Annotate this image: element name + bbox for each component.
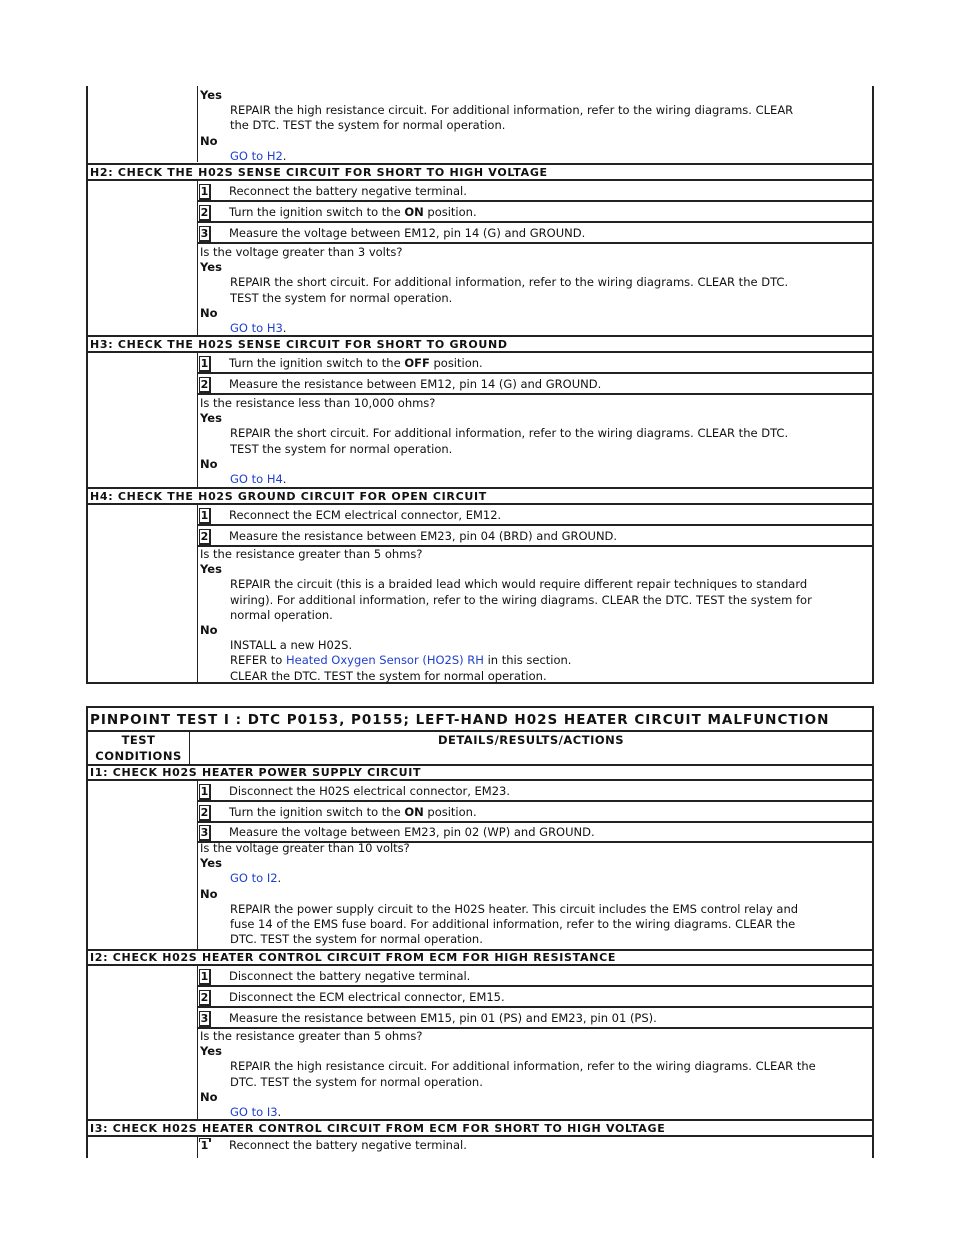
- pinpoint-test-h-table: [86, 86, 874, 684]
- i2-heading: I2: CHECK H02S HEATER CONTROL CIRCUIT FROM ECM FOR HIGH RESISTANCE: [90, 951, 617, 964]
- no-label: No: [200, 305, 218, 320]
- divider: [88, 1119, 872, 1121]
- yes-text: the DTC. TEST the system for normal operation.: [230, 118, 506, 133]
- step-number: 1: [199, 1138, 211, 1142]
- pinpoint-test-i-table: [86, 706, 874, 1158]
- question-text: Is the voltage greater than 10 volts?: [200, 841, 410, 855]
- period: .: [282, 148, 287, 163]
- yes-text: REPAIR the circuit (this is a braided lead which would require different repair techniques to standard: [230, 577, 808, 592]
- no-label: No: [200, 1089, 218, 1104]
- step-text: Disconnect the ECM electrical connector, EM15.: [229, 990, 505, 1004]
- i1-step-2: [198, 803, 872, 820]
- divider: [88, 1135, 872, 1137]
- i1-result-block: Is the voltage greater than 10 volts? Yes GO to I2. No REPAIR the power supply circuit to the H02S heater. This circuit includes the EMS control relay and fuse 14 of the EMS fuse board. For additional information, refer to the wiring diagrams. CLEAR the DTC. TEST the system for normal operation.: [200, 841, 868, 947]
- divider: [88, 335, 872, 337]
- no-text: REPAIR the power supply circuit to the H02S heater. This circuit includes the EMS control relay and: [230, 901, 799, 916]
- yes-text: TEST the system for normal operation.: [230, 441, 453, 456]
- question-text: Is the resistance greater than 5 ohms?: [200, 547, 423, 561]
- yes-label: Yes: [200, 562, 222, 577]
- no-label: No: [200, 456, 218, 471]
- go-to-h4-link[interactable]: GO to H4: [230, 472, 283, 487]
- yes-text: REPAIR the short circuit. For additional information, refer to the wiring diagrams. CLEAR the DTC.: [230, 275, 789, 290]
- i1-step-1: [198, 782, 872, 799]
- h2-step-3: [198, 224, 872, 241]
- yes-text: REPAIR the short circuit. For additional information, refer to the wiring diagrams. CLEAR the DTC.: [230, 426, 789, 441]
- yes-text: DTC. TEST the system for normal operation.: [230, 1074, 483, 1089]
- h2-step-1: [198, 182, 872, 199]
- step-text: Turn the ignition switch to the OFF position.: [229, 356, 483, 370]
- yes-label: Yes: [200, 1044, 222, 1059]
- no-text: INSTALL a new H02S.: [230, 638, 353, 653]
- step-number: 1: [199, 508, 211, 524]
- h3-heading: H3: CHECK THE H02S SENSE CIRCUIT FOR SHORT TO GROUND: [90, 338, 508, 351]
- pinpoint-test-title: PINPOINT TEST I : DTC P0153, P0155; LEFT-HAND H02S HEATER CIRCUIT MALFUNCTION: [90, 712, 830, 728]
- column-divider: [197, 86, 198, 162]
- i3-step-1: [198, 1138, 872, 1155]
- no-label: No: [200, 133, 218, 148]
- h4-result-block: Is the resistance greater than 5 ohms? Yes REPAIR the circuit (this is a braided lead which would require different repair techniques to standard wiring). For additional information, refer to the wiring diagrams. CLEAR the DTC. TEST the system for normal operation. No INSTALL a new H02S. REFER to Heated Oxygen Sensor (HO2S) RH in this section. CLEAR the DTC. TEST the system for normal operation.: [200, 547, 868, 684]
- step-text: Measure the resistance between EM12, pin 14 (G) and GROUND.: [229, 377, 602, 391]
- step-number: 2: [199, 529, 211, 545]
- divider: [88, 779, 872, 781]
- step-number: 2: [199, 990, 211, 1006]
- go-to-i2-link[interactable]: GO to I2: [230, 871, 278, 886]
- i3-heading: I3: CHECK H02S HEATER CONTROL CIRCUIT FROM ECM FOR SHORT TO HIGH VOLTAGE: [90, 1122, 666, 1135]
- h4-step-1: [198, 506, 872, 523]
- yes-text: TEST the system for normal operation.: [230, 290, 453, 305]
- step-text: Measure the resistance between EM23, pin 04 (BRD) and GROUND.: [229, 529, 618, 543]
- step-text: Disconnect the H02S electrical connector, EM23.: [229, 784, 511, 798]
- yes-text: REPAIR the high resistance circuit. For additional information, refer to the wiring diagrams. CLEAR the: [230, 1059, 816, 1074]
- h3-result-block: Is the resistance less than 10,000 ohms? Yes REPAIR the short circuit. For additional information, refer to the wiring diagrams. CLEAR the DTC. TEST the system for normal operation. No GO to H4.: [200, 396, 868, 487]
- divider: [88, 351, 872, 353]
- question-text: Is the resistance less than 10,000 ohms?: [200, 396, 436, 410]
- divider: [88, 964, 872, 966]
- i1-step-3: [198, 823, 872, 840]
- step-text: Reconnect the battery negative terminal.: [229, 184, 467, 198]
- no-text: DTC. TEST the system for normal operation.: [230, 932, 483, 947]
- go-to-i3-link[interactable]: GO to I3: [230, 1105, 278, 1120]
- i2-step-3: [198, 1009, 872, 1026]
- question-text: Is the resistance greater than 5 ohms?: [200, 1029, 423, 1043]
- i1-heading: I1: CHECK H02S HEATER POWER SUPPLY CIRCUIT: [90, 766, 422, 779]
- no-label: No: [200, 623, 218, 638]
- yes-text: REPAIR the high resistance circuit. For additional information, refer to the wiring diagrams. CLEAR: [230, 103, 794, 118]
- details-results-actions-header: DETAILS/RESULTS/ACTIONS: [437, 733, 625, 747]
- no-label: No: [200, 886, 218, 901]
- step-number: 1: [199, 784, 211, 800]
- divider: [88, 487, 872, 489]
- step-text: Measure the voltage between EM23, pin 02 (WP) and GROUND.: [229, 825, 595, 839]
- go-to-h3-link[interactable]: GO to H3: [230, 321, 283, 336]
- h4-heading: H4: CHECK THE H02S GROUND CIRCUIT FOR OPEN CIRCUIT: [90, 490, 488, 503]
- h2-step-2: [198, 203, 872, 220]
- heated-oxygen-sensor-link[interactable]: Heated Oxygen Sensor (HO2S) RH: [285, 653, 484, 668]
- i2-result-block: Is the resistance greater than 5 ohms? Yes REPAIR the high resistance circuit. For additional information, refer to the wiring diagrams. CLEAR the DTC. TEST the system for normal operation. No GO to I3.: [200, 1029, 868, 1120]
- h4-step-2: [198, 527, 872, 544]
- test-conditions-header: TEST CONDITIONS: [95, 733, 182, 763]
- yes-label: Yes: [200, 856, 222, 871]
- step-text: Measure the resistance between EM15, pin 01 (PS) and EM23, pin 01 (PS).: [229, 1011, 657, 1025]
- step-number: 3: [199, 226, 211, 242]
- step-text: Turn the ignition switch to the ON position.: [229, 205, 477, 219]
- i2-step-1: [198, 967, 872, 984]
- yes-text: wiring). For additional information, refer to the wiring diagrams. CLEAR the DTC. TEST the system for: [230, 592, 812, 607]
- step-text: Reconnect the battery negative terminal.: [229, 1138, 467, 1152]
- yes-label: Yes: [200, 260, 222, 275]
- yes-label: Yes: [200, 411, 222, 426]
- divider: [88, 163, 872, 165]
- question-text: Is the voltage greater than 3 volts?: [200, 245, 403, 259]
- h1-result-block: [200, 88, 868, 164]
- h3-step-2: [198, 375, 872, 392]
- yes-label: Yes: [200, 88, 222, 102]
- step-text: Reconnect the ECM electrical connector, EM12.: [229, 508, 502, 522]
- no-text: fuse 14 of the EMS fuse board. For additional information, refer to the wiring diagrams. CLEAR the: [230, 917, 796, 932]
- step-number: 3: [199, 825, 211, 841]
- step-text: Measure the voltage between EM12, pin 14 (G) and GROUND.: [229, 226, 586, 240]
- go-to-h2-link[interactable]: GO to H2: [230, 148, 283, 163]
- i2-step-2: [198, 988, 872, 1005]
- step-number: 2: [199, 805, 211, 821]
- step-number: 1: [199, 969, 211, 985]
- step-text: Turn the ignition switch to the ON position.: [229, 805, 477, 819]
- step-number: 2: [199, 205, 211, 221]
- step-number: 3: [199, 1011, 211, 1027]
- step-number: 2: [199, 377, 211, 393]
- divider: [88, 503, 872, 505]
- h2-result-block: Is the voltage greater than 3 volts? Yes REPAIR the short circuit. For additional information, refer to the wiring diagrams. CLEAR the DTC. TEST the system for normal operation. No GO to H3.: [200, 245, 868, 336]
- step-number: 1: [199, 356, 211, 372]
- h3-step-1: [198, 354, 872, 371]
- yes-text: normal operation.: [230, 607, 333, 622]
- divider: [88, 179, 872, 181]
- no-text: CLEAR the DTC. TEST the system for normal operation.: [230, 668, 547, 683]
- h2-heading: H2: CHECK THE H02S SENSE CIRCUIT FOR SHORT TO HIGH VOLTAGE: [90, 166, 548, 179]
- step-text: Disconnect the battery negative terminal.: [229, 969, 471, 983]
- step-number: 1: [199, 184, 211, 200]
